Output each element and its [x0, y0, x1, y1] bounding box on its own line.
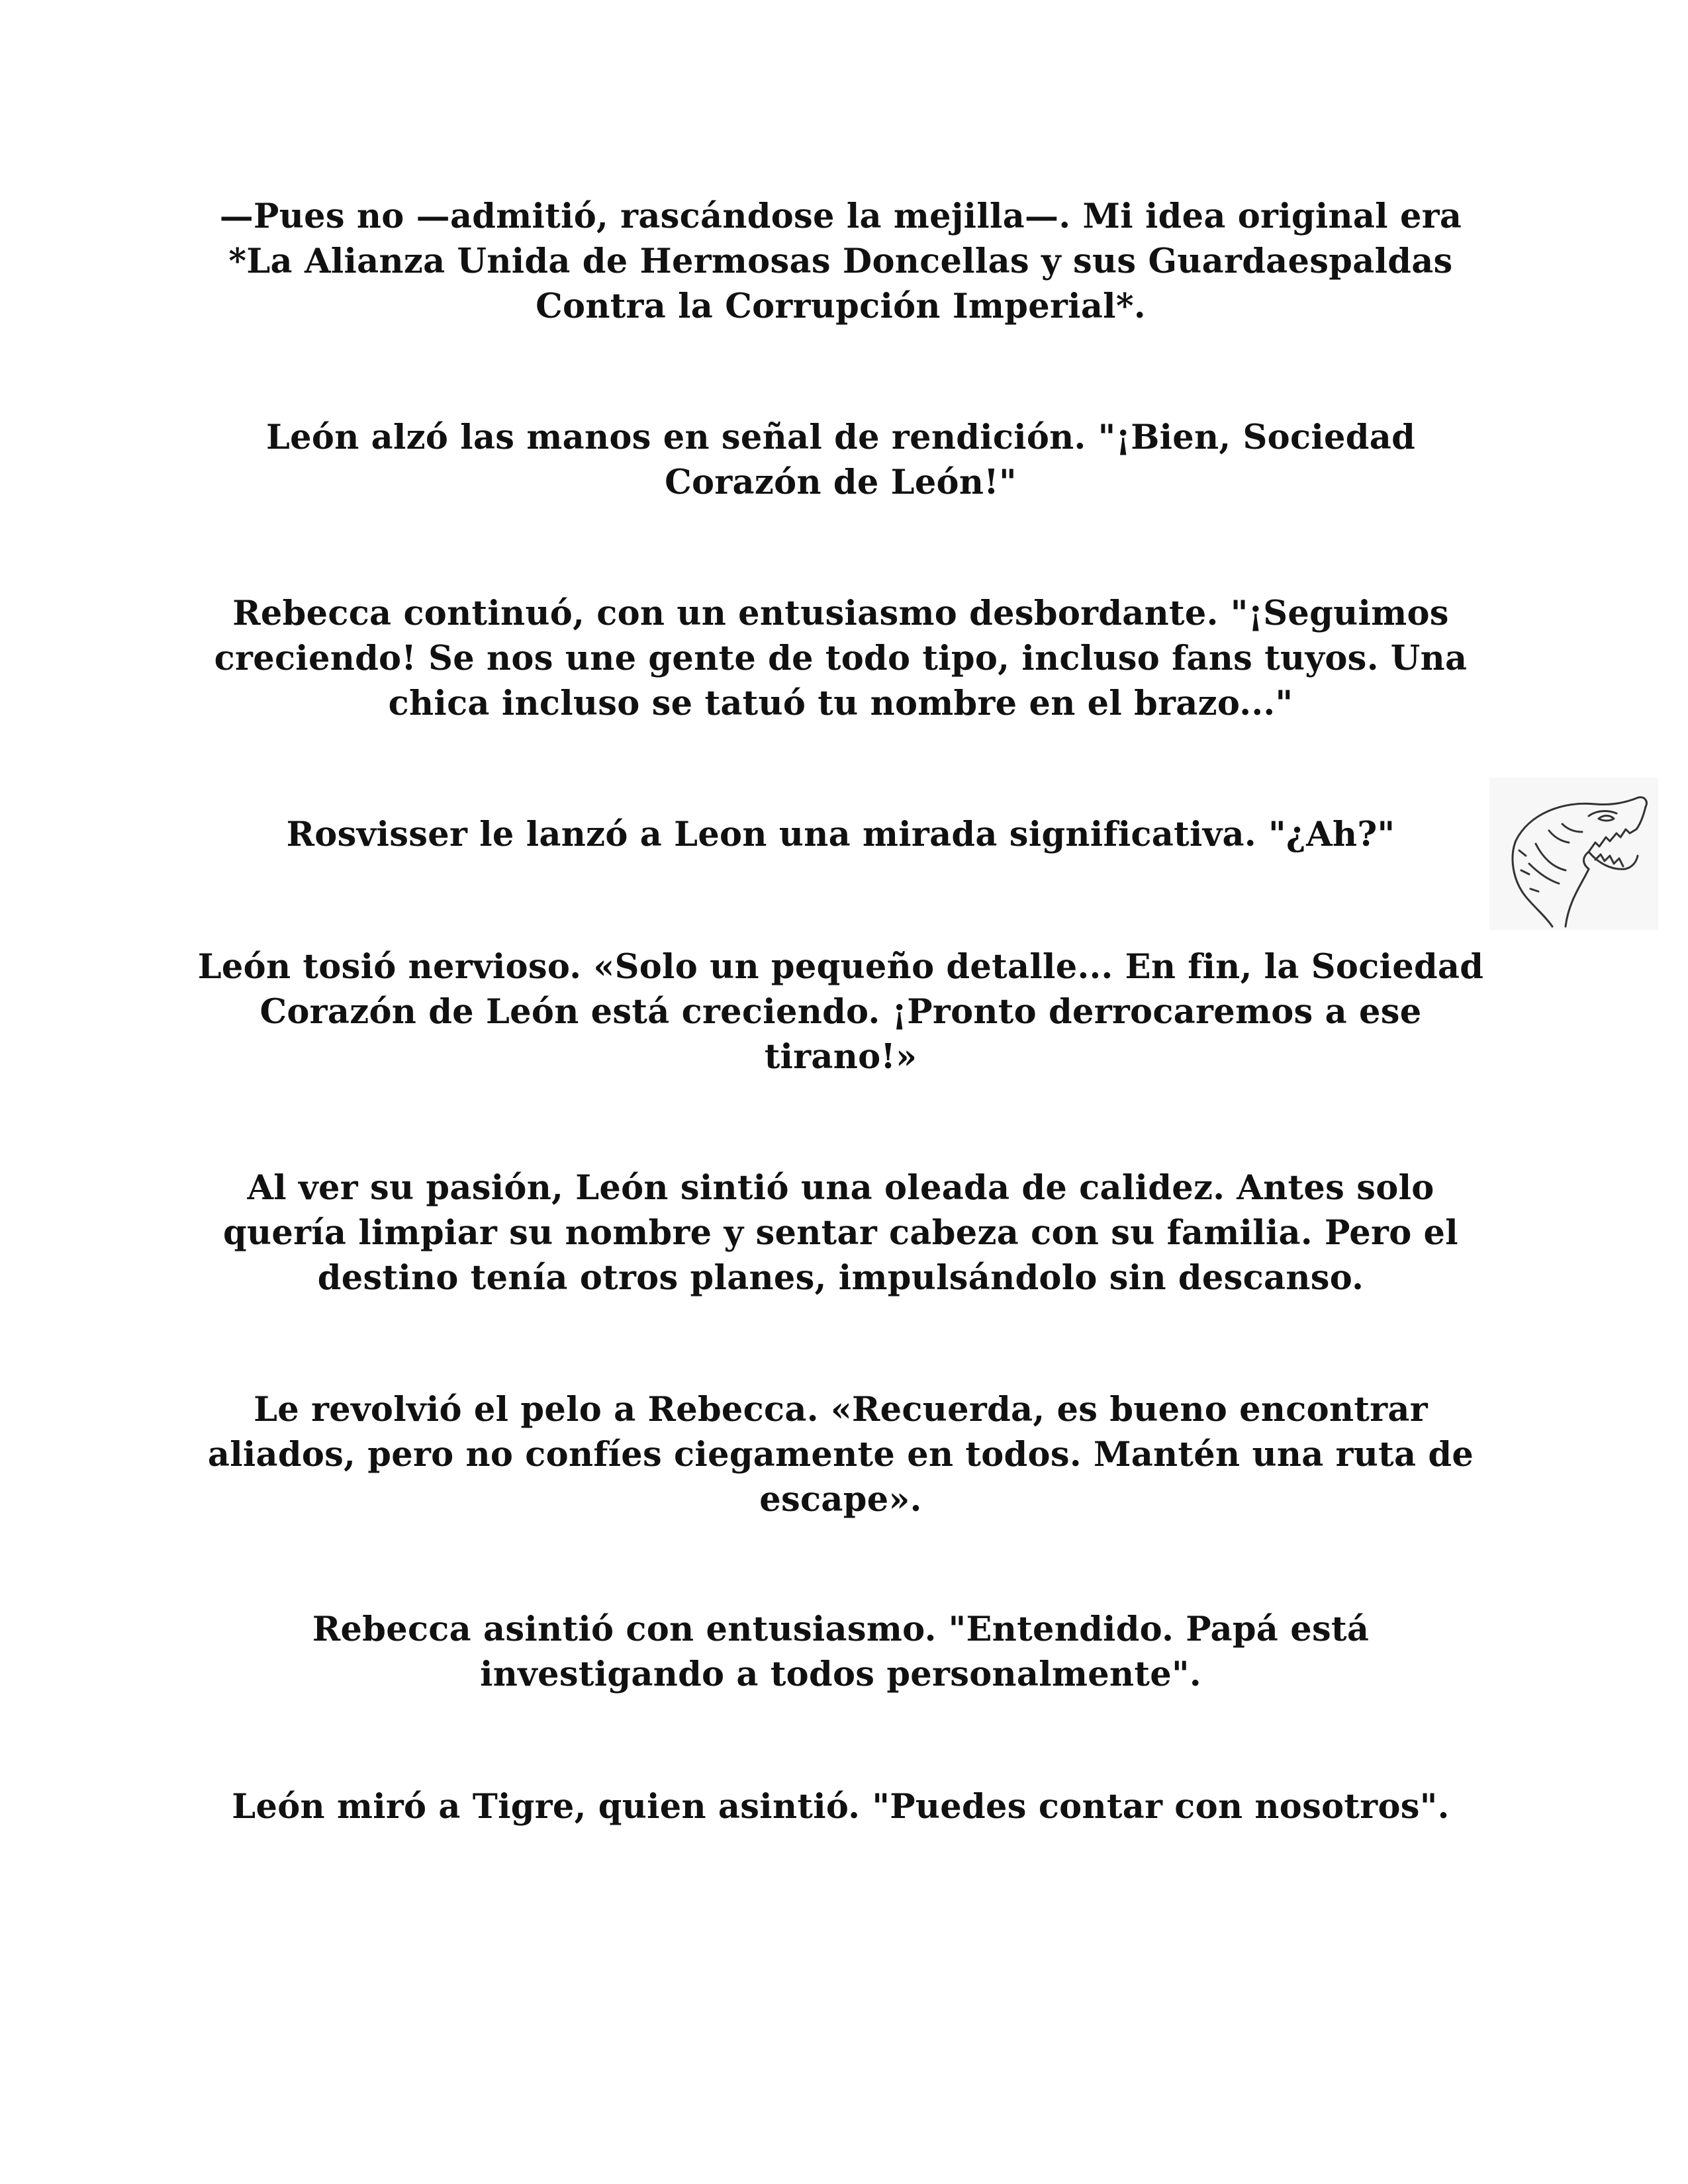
- paragraph-2: León alzó las manos en señal de rendición. "¡Bien, Sociedad Corazón de León!": [265, 418, 1416, 502]
- paragraph-4: Rosvisser le lanzó a Leon una mirada significativa. "¿Ah?": [286, 815, 1395, 854]
- paragraph-5: León tosió nervioso. «Solo un pequeño detalle... En fin, la Sociedad Corazón de León está creciendo. ¡Pronto derrocaremos a ese tirano!»: [197, 947, 1484, 1077]
- dinosaur-head-sketch-icon: [1489, 778, 1658, 930]
- paragraph-7: Le revolvió el pelo a Rebecca. «Recuerda, es bueno encontrar aliados, pero no confíes ciegamente en todos. Mantén una ruta de escape».: [207, 1390, 1474, 1520]
- paragraph-8: Rebecca asintió con entusiasmo. "Entendido. Papá está investigando a todos personalmente".: [312, 1610, 1370, 1694]
- paragraph-3: Rebecca continuó, con un entusiasmo desbordante. "¡Seguimos creciendo! Se nos une gente de todo tipo, incluso fans tuyos. Una chica incluso se tatuó tu nombre en el brazo...": [214, 594, 1468, 723]
- paragraph-1: —Pues no —admitió, rascándose la mejilla—. Mi idea original era *La Alianza Unida de Hermosas Doncellas y sus Guardaespaldas Contra la Corrupción Imperial*.: [219, 197, 1462, 326]
- paragraph-9: León miró a Tigre, quien asintió. "Puedes contar con nosotros".: [232, 1787, 1450, 1827]
- paragraph-6: Al ver su pasión, León sintió una oleada de calidez. Antes solo quería limpiar su nombre y sentar cabeza con su familia. Pero el destino tenía otros planes, impulsándolo sin descanso.: [223, 1168, 1458, 1298]
